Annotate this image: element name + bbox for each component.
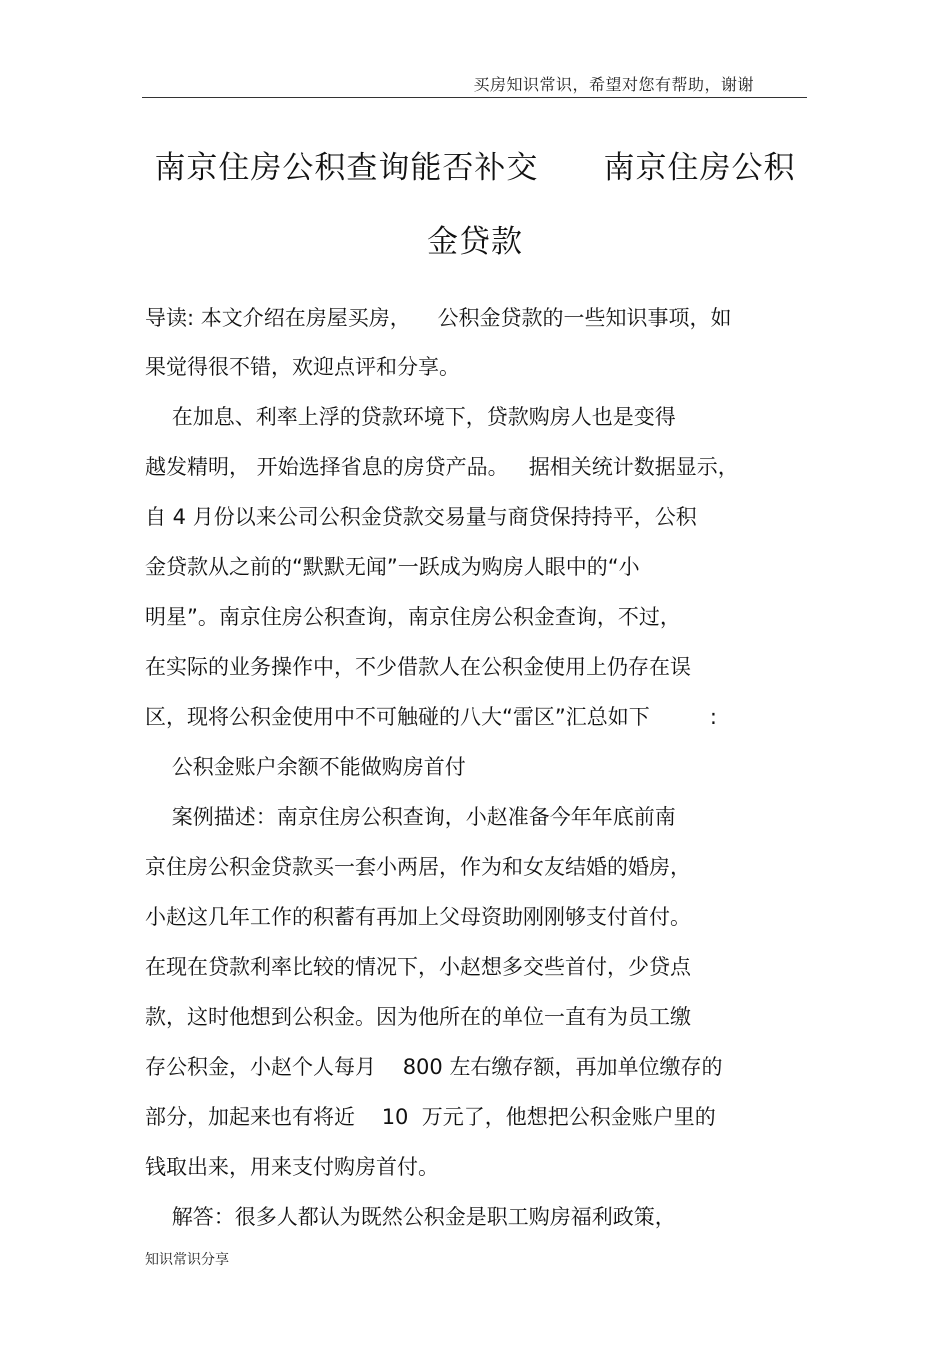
- body-line: 自 4 月份以来公司公积金贷款交易量与商贷保持持平，公积: [145, 505, 697, 529]
- body-line: 京住房公积金贷款买一套小两居，作为和女友结婚的婚房，: [145, 855, 691, 879]
- body-line: 在实际的业务操作中，不少借款人在公积金使用上仍存在误: [145, 655, 691, 679]
- body-line: 小赵这几年工作的积蓄有再加上父母资助刚刚够支付首付。: [145, 905, 691, 929]
- document-title-line-2: 金贷款: [427, 224, 523, 260]
- body-line: 存公积金，小赵个人每月 800 左右缴存额，再加单位缴存的: [145, 1055, 723, 1079]
- body-line: 区，现将公积金使用中不可触碰的八大“雷区”汇总如下 :: [145, 705, 717, 729]
- body-line: 果觉得很不错，欢迎点评和分享。: [145, 355, 460, 379]
- body-line: 钱取出来，用来支付购房首付。: [145, 1155, 439, 1179]
- page-footer: 知识常识分享: [145, 1252, 229, 1268]
- body-line: 在加息、利率上浮的贷款环境下，贷款购房人也是变得: [145, 405, 676, 429]
- page-header: 买房知识常识，希望对您有帮助，谢谢: [473, 75, 754, 94]
- body-line: 款，这时他想到公积金。因为他所在的单位一直有为员工缴: [145, 1005, 691, 1029]
- body-line: 在现在贷款利率比较的情况下，小赵想多交些首付，少贷点: [145, 955, 691, 979]
- body-line: 越发精明， 开始选择省息的房贷产品。 据相关统计数据显示，: [145, 455, 739, 479]
- body-line: 金贷款从之前的“默默无闻”一跃成为购房人眼中的“小: [145, 555, 640, 579]
- document-title-line-1: 南京住房公积查询能否补交 南京住房公积: [154, 150, 796, 186]
- body-line: 部分，加起来也有将近 10 万元了，他想把公积金账户里的: [145, 1105, 716, 1129]
- section-heading: 公积金账户余额不能做购房首付: [145, 755, 466, 779]
- body-line: 案例描述：南京住房公积查询，小赵准备今年年底前南: [145, 805, 676, 829]
- body-line: 解答：很多人都认为既然公积金是职工购房福利政策，: [145, 1205, 676, 1229]
- body-line: 明星”。南京住房公积查询，南京住房公积金查询，不过，: [145, 605, 681, 629]
- body-line: 导读: 本文介绍在房屋买房， 公积金贷款的一些知识事项，如: [145, 306, 732, 330]
- header-divider: [142, 97, 807, 98]
